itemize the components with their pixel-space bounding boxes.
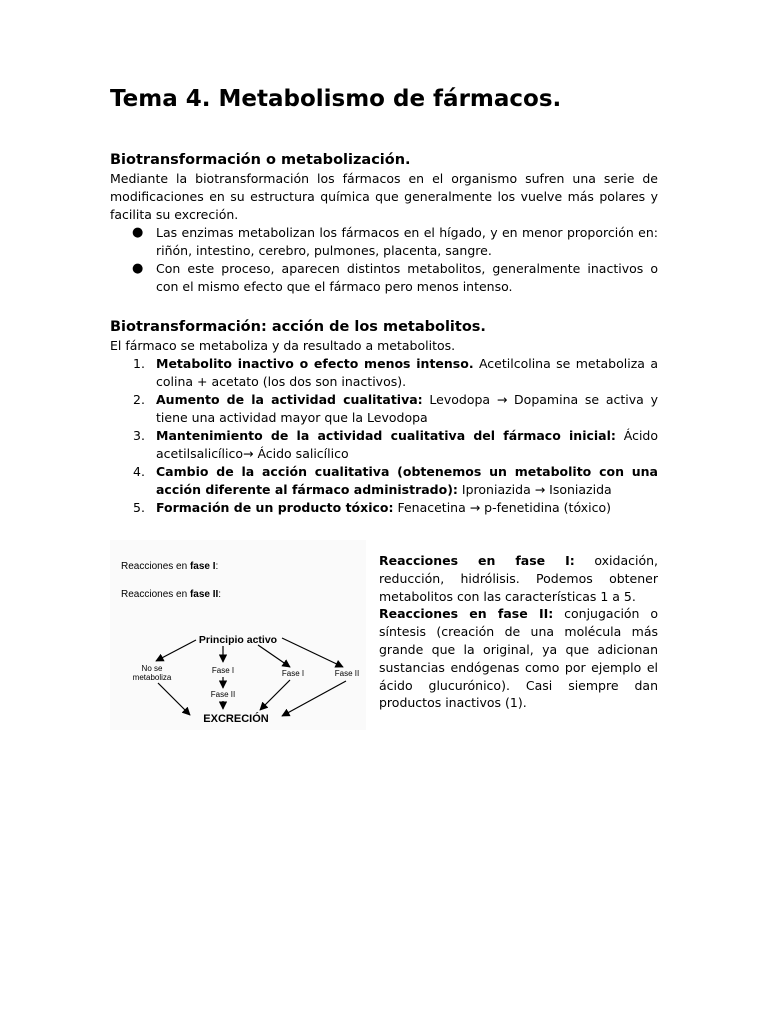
item-text: Levodopa → Dopamina se activa y tiene una actividad mayor que la Levodopa [156, 392, 658, 425]
list-item [110, 463, 658, 499]
fase2-paragraph [379, 605, 658, 712]
arrow-to-fase1-right [258, 645, 290, 667]
bullet-icon: ● [132, 261, 144, 276]
fase2-text: conjugación o síntesis (creación de una molécula más grande que la original, ya que adicionan sustancias endógenas como por ejemplo el ácido glucurónico). Casi siempre dan productos inactivos (1). [379, 606, 658, 711]
diagram-arrows [156, 638, 346, 716]
item-number: 1. [133, 356, 145, 371]
item-number: 3. [133, 428, 145, 443]
node-no-se-metaboliza-line2: metaboliza [132, 673, 172, 682]
node-fase1-left: Fase I [211, 666, 235, 675]
arrow-fase2-right-to-excrecion [282, 681, 346, 716]
item-text: Iproniazida → Isoniazida [457, 482, 612, 497]
arrow-to-no-se-metaboliza [156, 640, 196, 661]
diagram-caption-fase2: Reacciones en fase II: [121, 589, 222, 600]
numbered-list [110, 355, 658, 517]
node-principio-activo: Principio activo [198, 634, 278, 646]
fase1-text: oxidación, reducción, hidrólisis. Podemos obtener metabolitos con las características 1 a 5. [379, 553, 659, 604]
item-bold: Formación de un producto tóxico: [156, 500, 394, 515]
node-fase1-right: Fase I [281, 669, 305, 678]
fase1-paragraph [379, 552, 658, 605]
list-item [110, 224, 658, 260]
arrow-to-fase2-right [282, 638, 343, 667]
item-bold: Cambio de la acción cualitativa (obtenemos un metabolito con una acción diferente al fármaco administrado): [156, 464, 658, 497]
list-item-text: Con este proceso, aparecen distintos metabolitos, generalmente inactivos o con el mismo efecto que el fármaco pero menos intenso. [156, 261, 658, 294]
fase2-label: Reacciones en fase II: [379, 606, 554, 622]
arrow-no-se-to-excrecion [158, 683, 190, 715]
list-item [110, 499, 658, 517]
item-text: Fenacetina → p-fenetidina (tóxico) [393, 500, 611, 515]
arrow-fase1-right-to-excrecion [260, 680, 290, 710]
section-heading: Biotransformación o metabolización. [110, 152, 411, 168]
list-item [110, 391, 658, 427]
list-item [110, 427, 658, 463]
bullet-list [110, 224, 658, 296]
item-text: Ácido acetilsalicílico→ Ácido salicílico [156, 428, 658, 461]
fase1-label: Reacciones en fase I: [379, 553, 575, 568]
fases-description [379, 552, 658, 712]
node-fase2-right: Fase II [334, 669, 360, 678]
section-intro: Mediante la biotransformación los fármacos en el organismo sufren una serie de modificaciones en su estructura química que generalmente los vuelve más polares y facilita su excreción. [110, 171, 658, 222]
list-item [110, 355, 658, 391]
section-biotransformacion [110, 151, 658, 296]
item-bold: Metabolito inactivo o efecto menos intenso. [156, 356, 474, 371]
list-item [110, 260, 658, 296]
item-bold: Aumento de la actividad cualitativa: [156, 392, 423, 407]
metabolism-diagram [110, 540, 366, 730]
page-title: Tema 4. Metabolismo de fármacos. [110, 86, 562, 112]
section-intro: El fármaco se metaboliza y da resultado a metabolitos. [110, 338, 456, 353]
item-number: 2. [133, 392, 145, 407]
node-excrecion: EXCRECIÓN [203, 713, 269, 725]
item-text: Acetilcolina se metaboliza a colina + acetato (los dos son inactivos). [156, 356, 658, 389]
bullet-icon: ● [132, 225, 144, 240]
item-number: 5. [133, 500, 145, 515]
section-heading: Biotransformación: acción de los metabolitos. [110, 319, 486, 335]
item-number: 4. [133, 464, 145, 479]
item-bold: Mantenimiento de la actividad cualitativa del fármaco inicial: [156, 428, 616, 443]
node-fase2-left: Fase II [210, 690, 236, 699]
diagram-caption-fase1: Reacciones en fase I: [121, 561, 219, 572]
node-no-se-metaboliza-line1: No se [141, 664, 163, 673]
list-item-text: Las enzimas metabolizan los fármacos en el hígado, y en menor proporción en: riñón, intestino, cerebro, pulmones, placenta, sangre. [156, 225, 658, 258]
section-accion-metabolitos [110, 318, 658, 517]
